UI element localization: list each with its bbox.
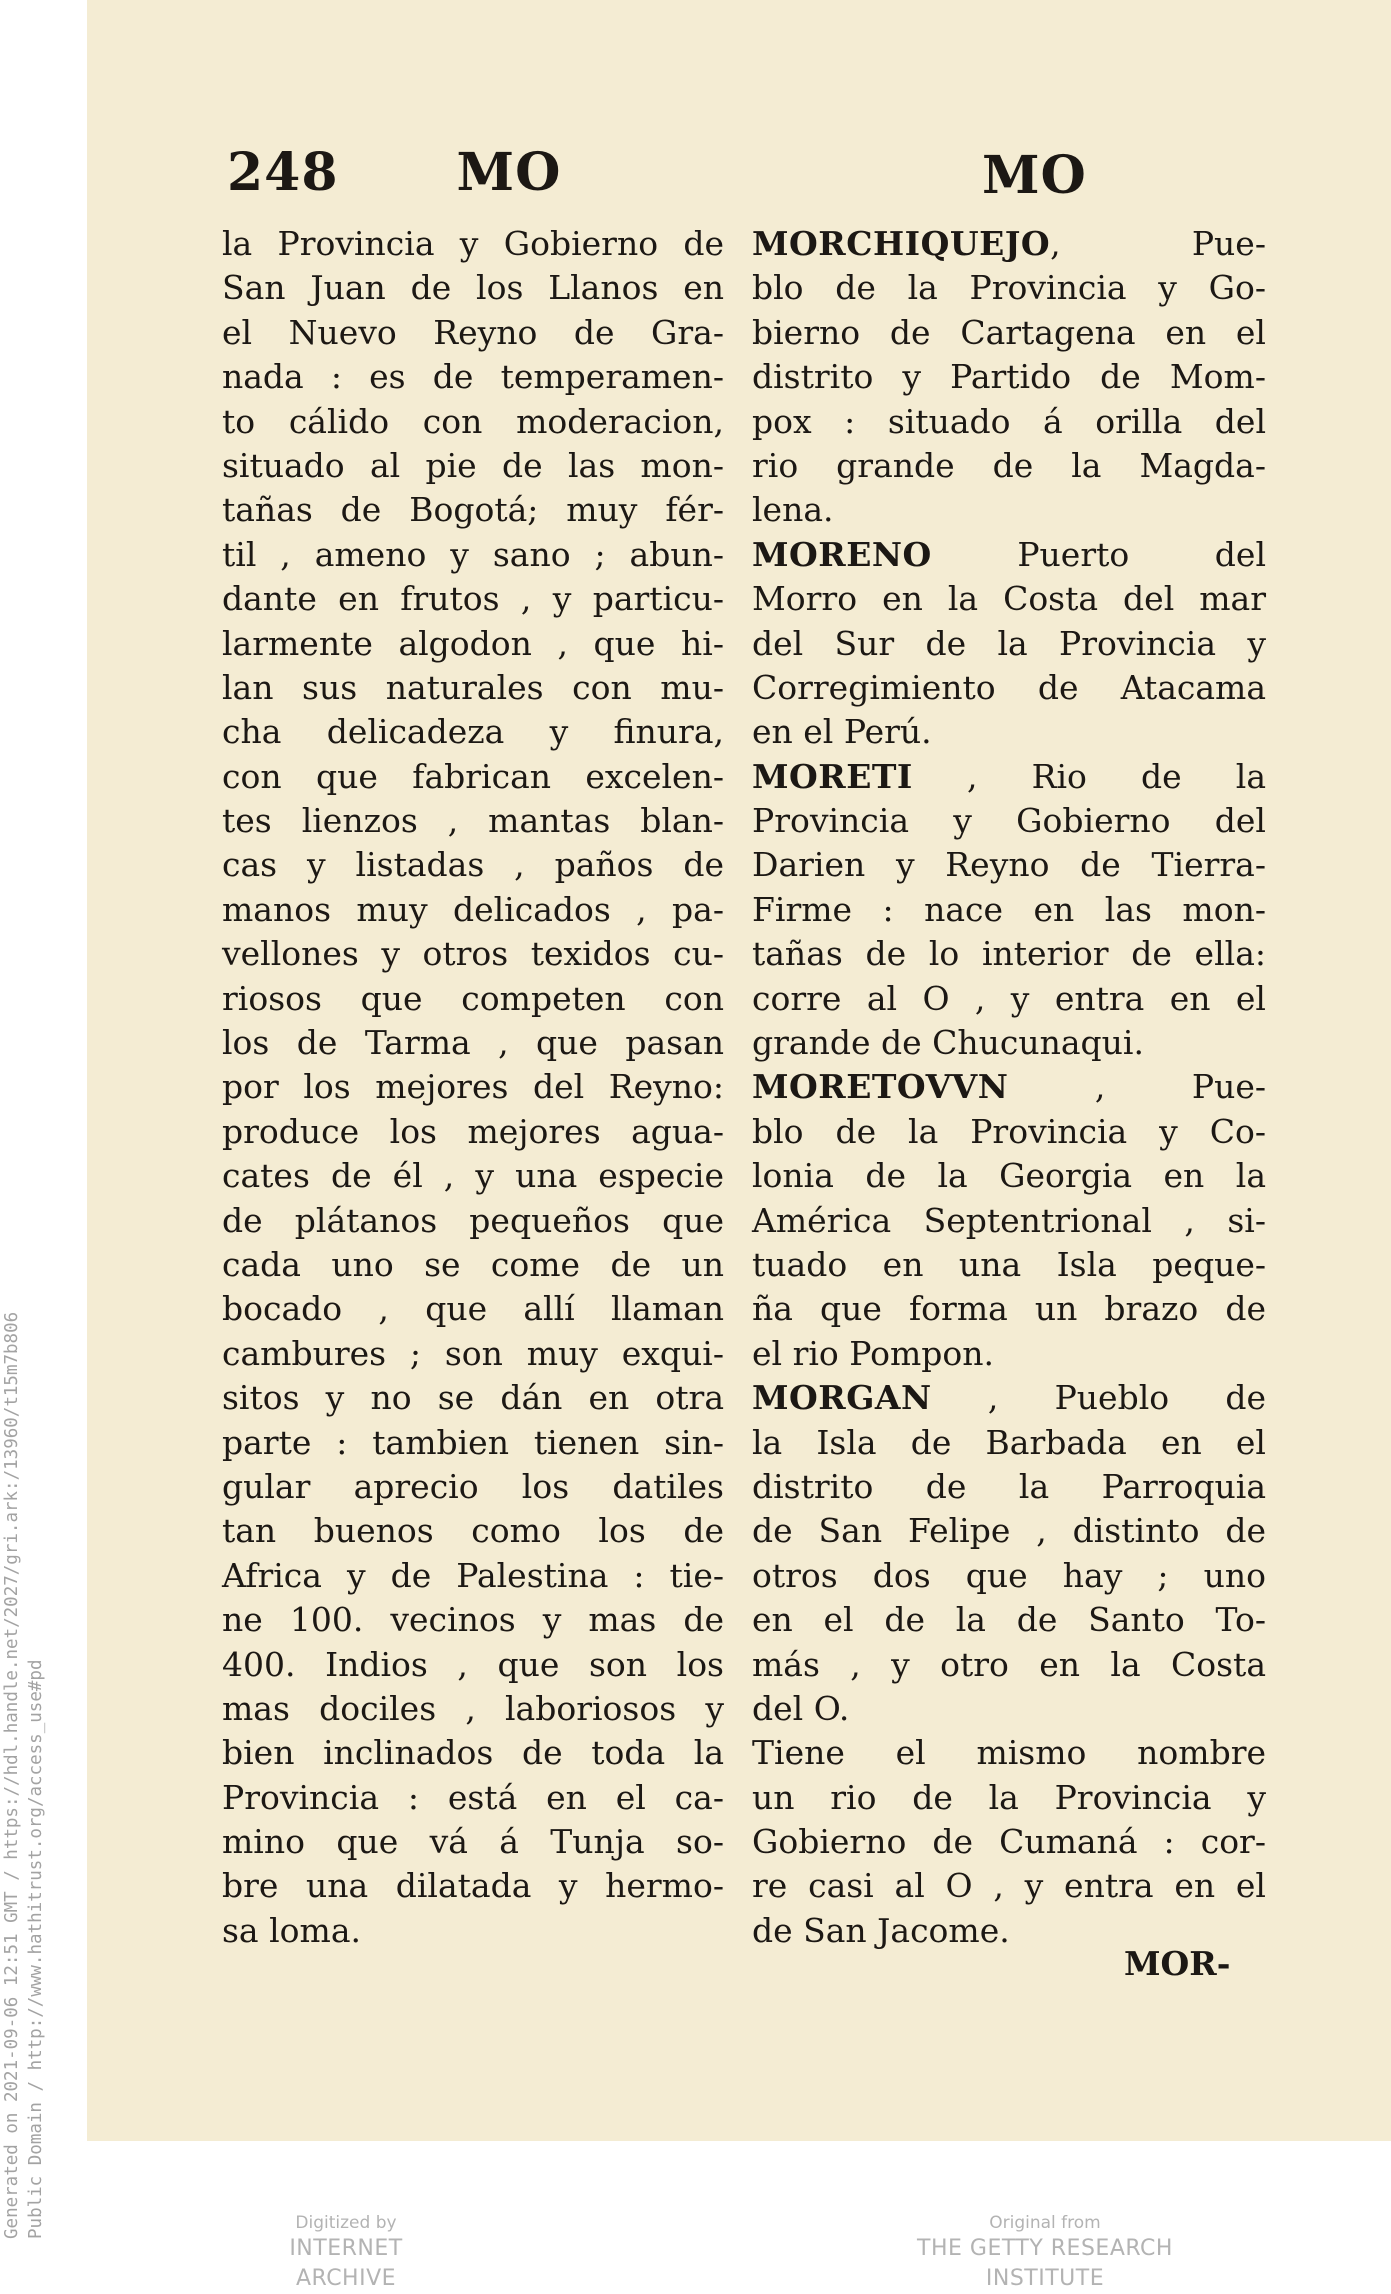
- entry-text: América Septentrional , si-: [752, 1200, 1266, 1240]
- text-line: con que fabrican excelen-: [222, 756, 724, 796]
- text-line: to cálido con moderacion,: [222, 401, 724, 441]
- left-guide-word: MO: [456, 142, 562, 203]
- entry-text: otros dos que hay ; uno: [752, 1555, 1266, 1595]
- text-line: bre una dilatada y hermo-: [222, 1866, 724, 1906]
- text-line: [752, 1776, 1266, 1820]
- text-line: San Juan de los Llanos en: [222, 268, 724, 308]
- text-line: til , ameno y sano ; abun-: [222, 534, 724, 574]
- text-line: [752, 1598, 1266, 1642]
- entry-text: en el Perú.: [752, 712, 932, 752]
- text-line: la Provincia y Gobierno de: [222, 224, 724, 263]
- page-number: 248: [227, 142, 339, 203]
- text-line: [752, 355, 1266, 399]
- entry-text: bierno de Cartagena en el: [752, 312, 1266, 352]
- footer-digitized-source: INTERNET ARCHIVE: [289, 2236, 403, 2291]
- text-line: [752, 932, 1266, 976]
- entry-text: , Rio de la: [912, 756, 1266, 796]
- text-line: los de Tarma , que pasan: [222, 1023, 724, 1063]
- footer-digitized: [236, 2212, 456, 2294]
- text-line: gular aprecio los datiles: [222, 1466, 724, 1506]
- entry-text: del Sur de la Provincia y: [752, 623, 1266, 663]
- text-line: [752, 888, 1266, 932]
- text-line: cha delicadeza y finura,: [222, 712, 724, 752]
- sidebar-line-generated: Generated on 2021-09-06 12:51 GMT / https://hdl.handle.net/2027/gri.ark:/13960/t15m7b806: [2, 1311, 22, 2239]
- text-line: cas y listadas , paños de: [222, 845, 724, 885]
- entry-headword: MORETI: [752, 756, 913, 796]
- generation-sidebar: [2, 1139, 56, 2239]
- text-line: [752, 400, 1266, 444]
- entry-text: el rio Pompon.: [752, 1333, 995, 1373]
- entry-text: tañas de lo interior de ella:: [752, 934, 1266, 974]
- text-line: [752, 1243, 1266, 1287]
- text-line: [752, 666, 1266, 710]
- text-line: Africa y de Palestina : tie-: [222, 1555, 724, 1595]
- text-line: lan sus naturales con mu-: [222, 667, 724, 707]
- text-line: [752, 1643, 1266, 1687]
- entry-text: , Pue-: [1050, 224, 1266, 263]
- text-line: [752, 1820, 1266, 1864]
- text-line: nada : es de temperamen-: [222, 357, 724, 397]
- text-line: cambures ; son muy exqui-: [222, 1333, 724, 1373]
- text-line: [752, 488, 1266, 532]
- text-line: [752, 1154, 1266, 1198]
- entry-headword: MORENO: [752, 534, 932, 574]
- entry-text: pox : situado á orilla del: [752, 401, 1266, 441]
- entry-text: grande de Chucunaqui.: [752, 1023, 1144, 1063]
- text-line: ne 100. vecinos y mas de: [222, 1600, 724, 1640]
- text-line: dante en frutos , y particu-: [222, 579, 724, 619]
- text-line: parte : tambien tienen sin-: [222, 1422, 724, 1462]
- entry-text: , Pueblo de: [931, 1378, 1266, 1418]
- entry-text: de San Felipe , distinto de: [752, 1511, 1266, 1551]
- text-line: por los mejores del Reyno:: [222, 1067, 724, 1107]
- footer-original: [855, 2212, 1235, 2294]
- entry-headword: MORCHIQUEJO: [752, 224, 1051, 263]
- entry-text: Darien y Reyno de Tierra-: [752, 845, 1266, 885]
- entry-text: lonia de la Georgia en la: [752, 1156, 1266, 1196]
- entry-first-line: [752, 1065, 1266, 1109]
- entry-text: , Pue-: [1008, 1067, 1266, 1107]
- text-line: [752, 843, 1266, 887]
- entry-text: distrito de la Parroquia: [752, 1466, 1266, 1506]
- text-line: [752, 1731, 1266, 1775]
- running-head-left: [227, 142, 561, 203]
- text-line: cates de él , y una especie: [222, 1156, 724, 1196]
- entry-text: en el de la de Santo To-: [752, 1600, 1266, 1640]
- text-line: [752, 311, 1266, 355]
- text-line: larmente algodon , que hi-: [222, 623, 724, 663]
- entry-text: corre al O , y entra en el: [752, 978, 1266, 1018]
- text-line: [752, 799, 1266, 843]
- entry-text: lena.: [752, 490, 834, 530]
- text-line: Provincia : está en el ca-: [222, 1777, 724, 1817]
- text-line: [752, 622, 1266, 666]
- text-line: [752, 1687, 1266, 1731]
- text-line: sa loma.: [222, 1910, 361, 1950]
- text-line: cada uno se come de un: [222, 1244, 724, 1284]
- entry-text: Firme : nace en las mon-: [752, 889, 1266, 929]
- entry-first-line: [752, 1376, 1266, 1420]
- entry-text: Corregimiento de Atacama: [752, 667, 1266, 707]
- footer-digitized-label: Digitized by: [295, 2213, 397, 2233]
- text-line: bien inclinados de toda la: [222, 1733, 724, 1773]
- entry-text: un rio de la Provincia y: [752, 1777, 1266, 1817]
- text-line: [752, 1864, 1266, 1908]
- text-line: [752, 1287, 1266, 1331]
- entry-text: del O.: [752, 1688, 850, 1728]
- entry-first-line: [752, 533, 1266, 577]
- entry-text: Morro en la Costa del mar: [752, 579, 1266, 619]
- text-line: [752, 1421, 1266, 1465]
- text-line: vellones y otros texidos cu-: [222, 934, 724, 974]
- text-line: tan buenos como los de: [222, 1511, 724, 1551]
- text-line: el Nuevo Reyno de Gra-: [222, 312, 724, 352]
- text-line: mino que vá á Tunja so-: [222, 1822, 724, 1862]
- text-line: [752, 1554, 1266, 1598]
- text-line: sitos y no se dán en otra: [222, 1378, 724, 1418]
- running-head-right: MO: [982, 145, 1087, 206]
- text-line: [752, 1199, 1266, 1243]
- entry-text: Tiene el mismo nombre: [752, 1733, 1266, 1773]
- entry-first-line: [752, 755, 1266, 799]
- text-line: [752, 1110, 1266, 1154]
- entry-text: Gobierno de Cumaná : cor-: [752, 1822, 1266, 1862]
- entry-text: Puerto del: [931, 534, 1266, 574]
- text-line: produce los mejores agua-: [222, 1111, 724, 1151]
- entry-text: distrito y Partido de Mom-: [752, 357, 1266, 397]
- footer-original-source: THE GETTY RESEARCH INSTITUTE: [917, 2236, 1173, 2291]
- entry-text: ña que forma un brazo de: [752, 1289, 1266, 1329]
- entry-headword: MORETOVVN: [752, 1067, 1009, 1107]
- text-line: [752, 1332, 1266, 1376]
- entry-text: tuado en una Isla peque-: [752, 1244, 1266, 1284]
- text-line: riosos que competen con: [222, 978, 724, 1018]
- entry-first-line: [752, 222, 1266, 266]
- text-line: 400. Indios , que son los: [222, 1644, 724, 1684]
- entry-text: blo de la Provincia y Co-: [752, 1111, 1266, 1151]
- entry-text: más , y otro en la Costa: [752, 1644, 1266, 1684]
- text-line: [752, 977, 1266, 1021]
- text-line: [752, 1465, 1266, 1509]
- entry-text: rio grande de la Magda-: [752, 445, 1266, 485]
- entry-text: re casi al O , y entra en el: [752, 1866, 1266, 1906]
- text-line: situado al pie de las mon-: [222, 445, 724, 485]
- text-line: tañas de Bogotá; muy fér-: [222, 490, 724, 530]
- entry-text: la Isla de Barbada en el: [752, 1422, 1266, 1462]
- entry-text: Provincia y Gobierno del: [752, 801, 1266, 841]
- sidebar-line-rights: Public Domain / http://www.hathitrust.org/access_use#pd: [26, 1659, 46, 2239]
- text-line: manos muy delicados , pa-: [222, 889, 724, 929]
- text-line: [752, 1021, 1266, 1065]
- text-line: [752, 710, 1266, 754]
- entry-text: de San Jacome.: [752, 1910, 1010, 1950]
- text-line: tes lienzos , mantas blan-: [222, 801, 724, 841]
- entry-text: blo de la Provincia y Go-: [752, 268, 1266, 308]
- text-line: [752, 444, 1266, 488]
- footer-original-label: Original from: [989, 2213, 1101, 2233]
- text-line: [752, 1509, 1266, 1553]
- catchword: MOR-: [1124, 1944, 1231, 1983]
- right-column: [752, 222, 1266, 1953]
- text-line: [752, 577, 1266, 621]
- text-line: mas dociles , laboriosos y: [222, 1688, 724, 1728]
- text-line: [752, 266, 1266, 310]
- left-column: [222, 222, 724, 1953]
- entry-headword: MORGAN: [752, 1378, 932, 1418]
- text-line: bocado , que allí llaman: [222, 1289, 724, 1329]
- text-line: de plátanos pequeños que: [222, 1200, 724, 1240]
